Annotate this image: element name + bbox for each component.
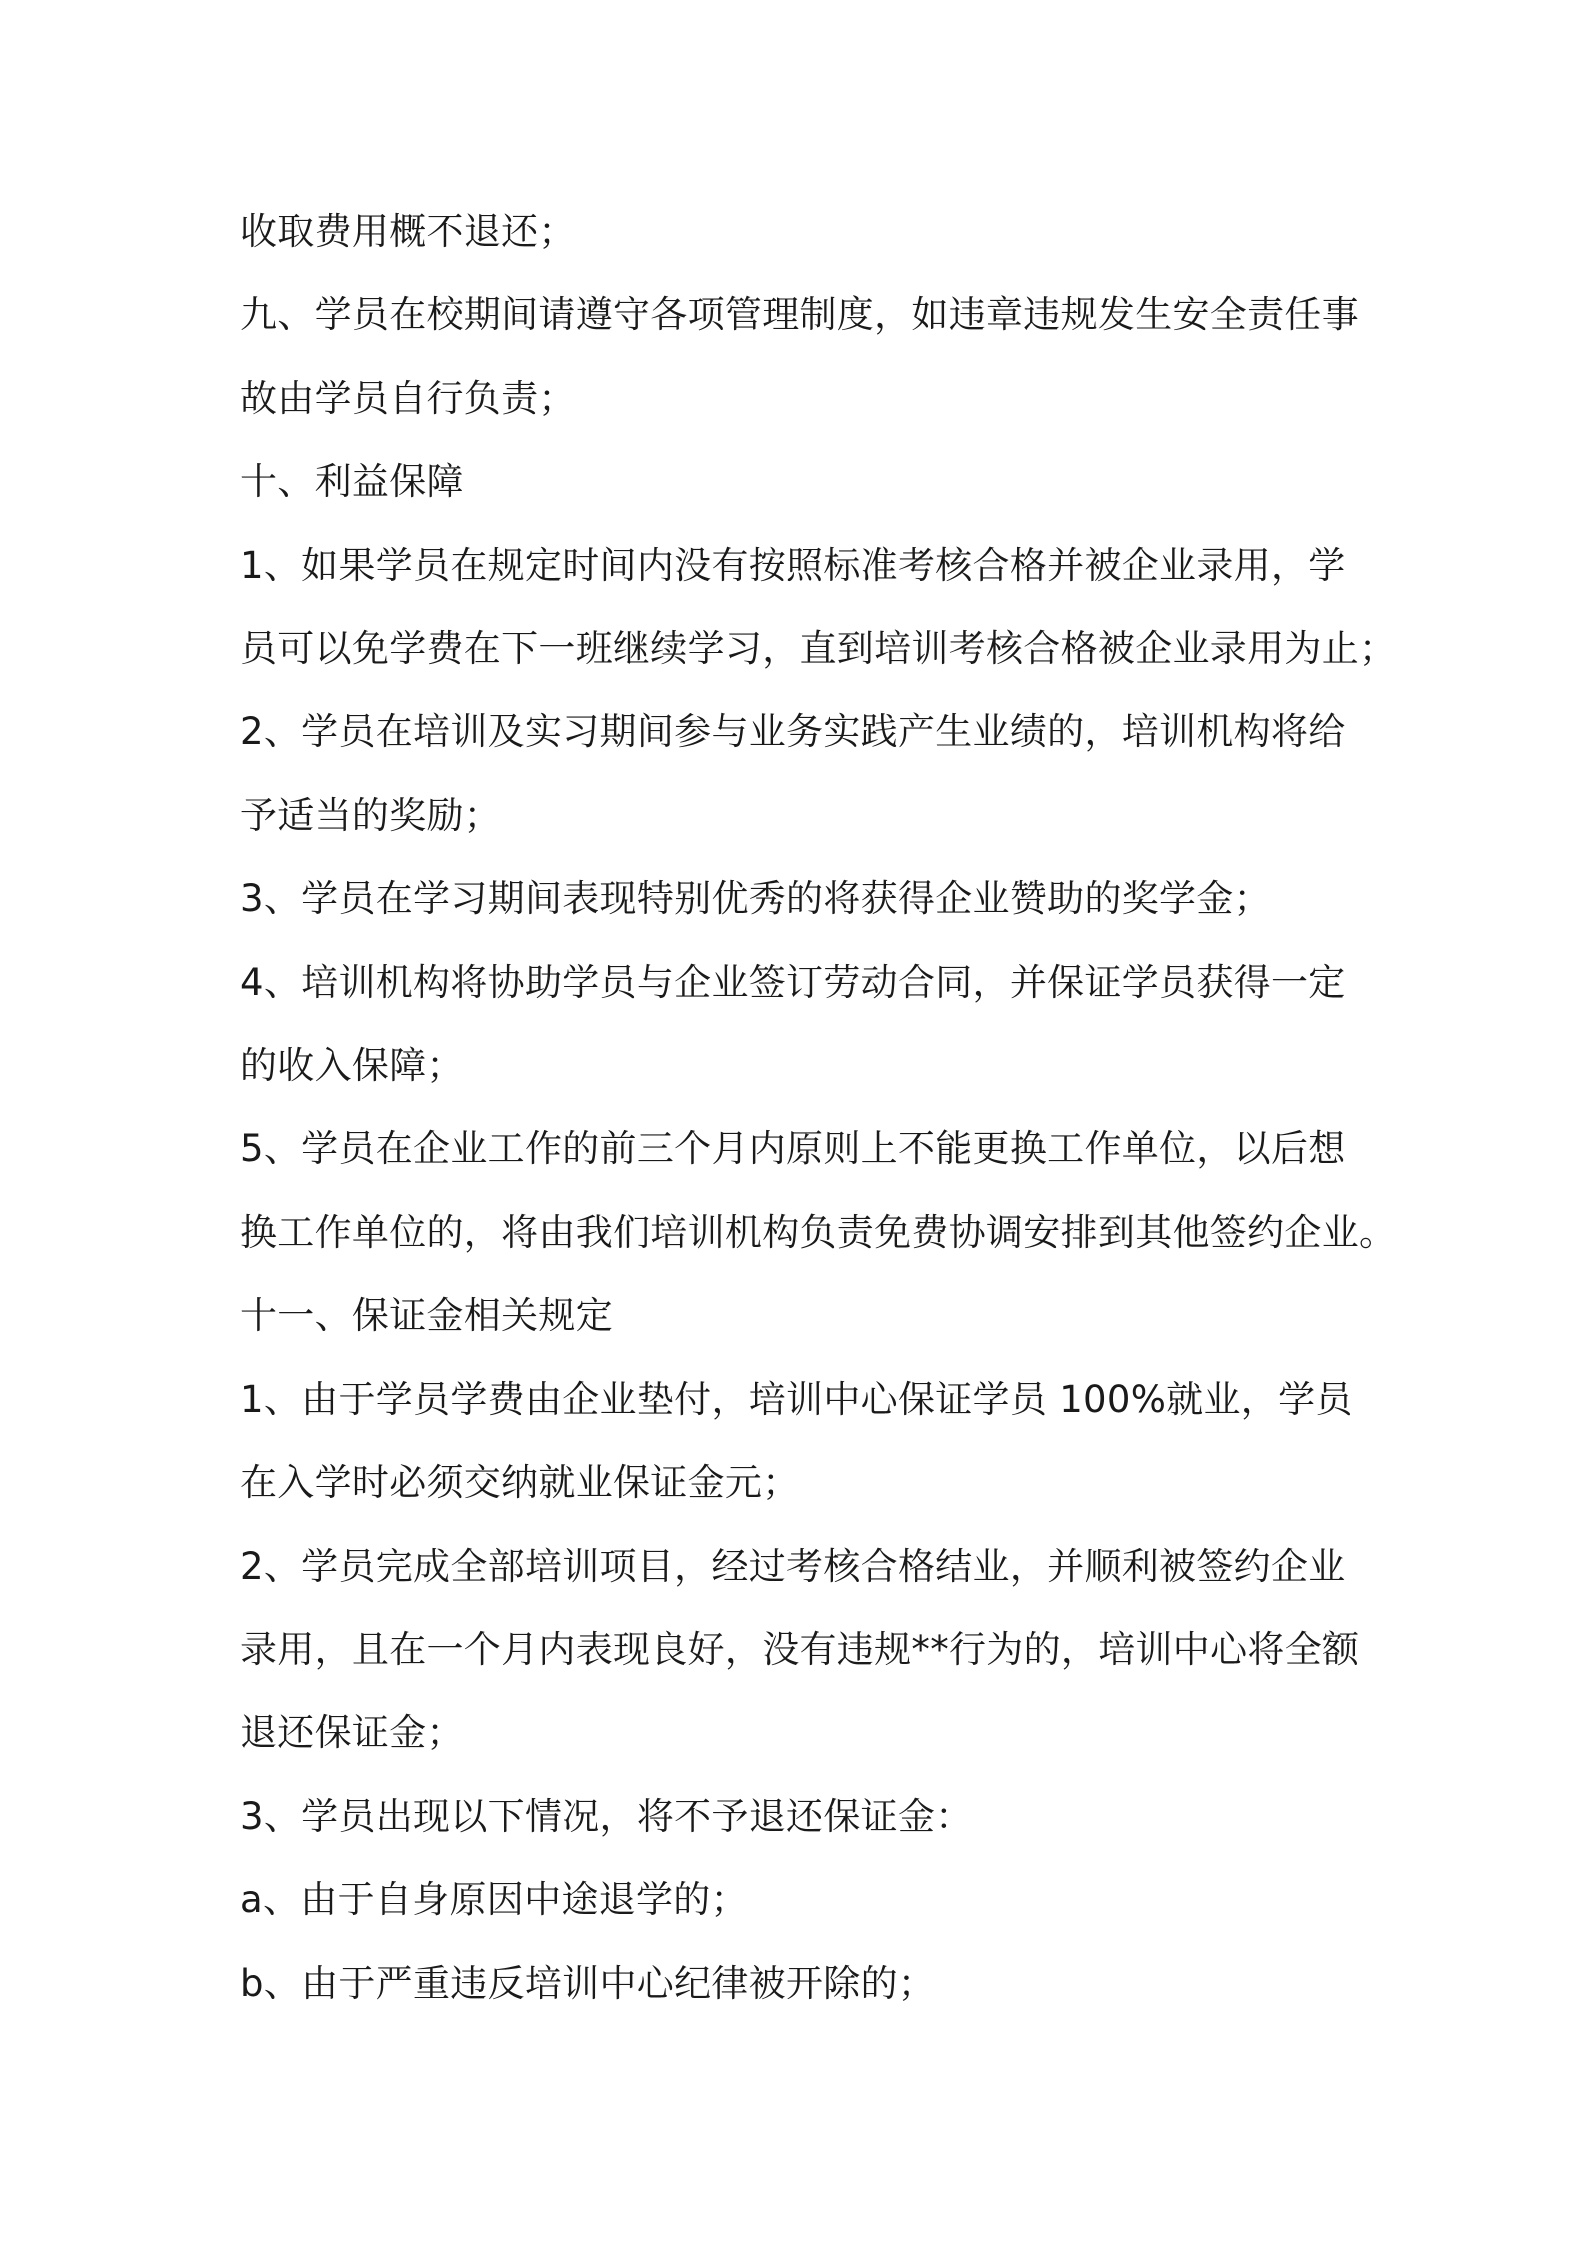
text-line-17: 2、学员完成全部培训项目，经过考核合格结业，并顺利被签约企业	[240, 1544, 1346, 1588]
text-line-11: 的收入保障；	[240, 1044, 464, 1088]
text-line-18: 录用，且在一个月内表现良好，没有违规**行为的，培训中心将全额	[240, 1627, 1360, 1671]
text-line-19: 退还保证金；	[240, 1711, 464, 1755]
text-line-2: 九、学员在校期间请遵守各项管理制度，如违章违规发生安全责任事	[240, 293, 1359, 337]
section-heading-10: 十、利益保障	[240, 460, 464, 504]
text-line-9: 3、学员在学习期间表现特别优秀的将获得企业赞助的奖学金；	[240, 877, 1271, 921]
text-line-6: 员可以免学费在下一班继续学习，直到培训考核合格被企业录用为止；	[240, 627, 1397, 671]
text-line-1: 收取费用概不退还；	[240, 210, 576, 253]
text-line-15: 1、由于学员学费由企业垫付，培训中心保证学员 100%就业，学员	[240, 1377, 1353, 1421]
text-line-20: 3、学员出现以下情况，将不予退还保证金：	[240, 1794, 973, 1838]
text-line-3: 故由学员自行负责；	[240, 376, 576, 420]
text-line-10: 4、培训机构将协助学员与企业签订劳动合同，并保证学员获得一定	[240, 960, 1346, 1004]
section-heading-11: 十一、保证金相关规定	[240, 1294, 613, 1338]
text-line-13: 换工作单位的，将由我们培训机构负责免费协调安排到其他签约企业。	[240, 1210, 1397, 1254]
text-line-8: 予适当的奖励；	[240, 793, 502, 837]
text-line-7: 2、学员在培训及实习期间参与业务实践产生业绩的，培训机构将给	[240, 710, 1346, 754]
text-line-16: 在入学时必须交纳就业保证金元；	[240, 1461, 800, 1505]
document-body	[240, 190, 1397, 2025]
text-line-22: b、由于严重违反培训中心纪律被开除的；	[240, 1961, 936, 2005]
text-line-21: a、由于自身原因中途退学的；	[240, 1878, 748, 1922]
text-line-12: 5、学员在企业工作的前三个月内原则上不能更换工作单位，以后想	[240, 1127, 1346, 1171]
text-line-5: 1、如果学员在规定时间内没有按照标准考核合格并被企业录用，学	[240, 543, 1346, 587]
